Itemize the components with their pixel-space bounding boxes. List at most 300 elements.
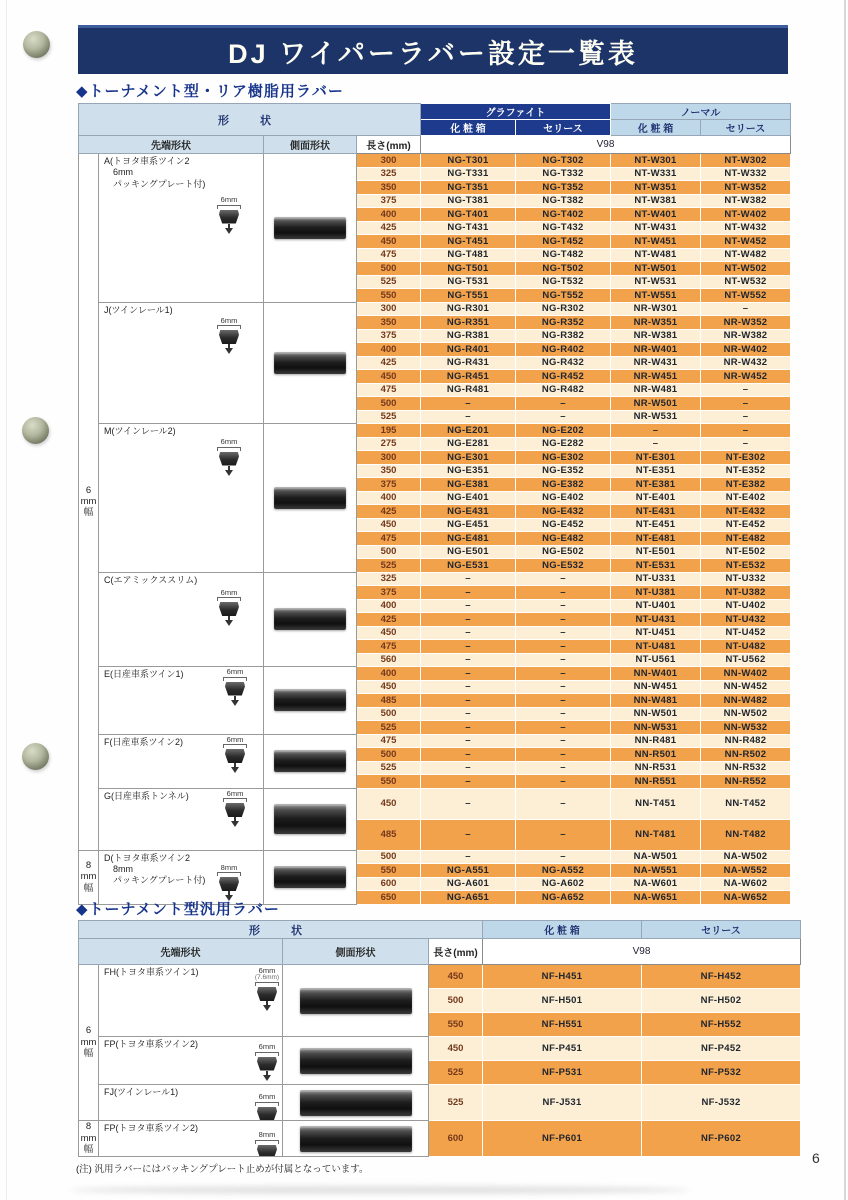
rubber-width-label: 8 mm 幅	[80, 859, 97, 894]
part-number-cell: NR-W501	[611, 397, 701, 411]
rubber-side-profile-photo	[274, 217, 346, 239]
section-title-general-rubber: ◆トーナメント型汎用ラバー	[76, 901, 280, 918]
part-number-cell: NT-E381	[611, 478, 701, 492]
part-number-cell: –	[701, 397, 791, 411]
header-normal-sleeve: セリース	[701, 120, 791, 136]
length-cell: 450	[357, 626, 421, 640]
length-cell: 485	[357, 819, 421, 850]
part-number-cell: –	[421, 761, 516, 775]
part-number-cell: NT-U332	[701, 572, 791, 586]
part-number-cell: NG-T531	[421, 275, 516, 289]
measure-bracket	[223, 798, 247, 802]
part-number-cell: NR-W401	[611, 343, 701, 357]
rubber-tip-profile	[257, 1145, 277, 1157]
length-cell: 500	[357, 262, 421, 276]
part-number-cell: NG-T502	[516, 262, 611, 276]
part-number-cell: NT-E432	[701, 505, 791, 519]
length-cell: 525	[429, 1061, 483, 1085]
part-number-cell: NG-E202	[516, 424, 611, 438]
part-number-cell: –	[701, 410, 791, 424]
group-side-shape-cell	[283, 965, 429, 1037]
length-cell: 550	[357, 289, 421, 303]
rubber-tip-profile	[225, 682, 245, 696]
part-number-cell: NT-W301	[611, 154, 701, 168]
part-number-cell: –	[611, 424, 701, 438]
part-number-cell: NA-W502	[701, 850, 791, 864]
down-arrow-icon	[231, 700, 239, 710]
part-number-cell: NT-U452	[701, 626, 791, 640]
part-number-cell: NN-T452	[701, 788, 791, 819]
length-cell: 400	[357, 599, 421, 613]
part-number-cell: NT-W551	[611, 289, 701, 303]
part-number-cell: NF-H552	[642, 1013, 801, 1037]
tip-shape-icon	[249, 967, 283, 1015]
group-tip-shape-cell	[99, 302, 264, 424]
length-cell: 400	[357, 667, 421, 681]
part-number-cell: NG-E482	[516, 532, 611, 546]
measure-bracket	[223, 744, 247, 748]
part-number-cell: NR-W351	[611, 316, 701, 330]
part-number-cell: NT-U381	[611, 586, 701, 600]
part-number-cell: –	[516, 640, 611, 654]
group-tip-shape-cell	[99, 788, 264, 850]
length-cell: 450	[429, 965, 483, 989]
rubber-tip-profile	[257, 987, 277, 1001]
part-number-cell: NR-W451	[611, 370, 701, 384]
part-number-cell: NG-R351	[421, 316, 516, 330]
header-graphite: グラファイト	[421, 104, 611, 120]
part-number-cell: NT-W502	[701, 262, 791, 276]
part-number-cell: NG-E351	[421, 464, 516, 478]
part-number-cell: NG-R402	[516, 343, 611, 357]
part-number-cell: NG-R401	[421, 343, 516, 357]
part-number-cell: NT-W351	[611, 181, 701, 195]
header-normal: ノーマル	[611, 104, 791, 120]
part-number-cell: NT-U331	[611, 572, 701, 586]
part-number-cell: NG-E502	[516, 545, 611, 559]
part-number-cell: NN-W482	[701, 694, 791, 708]
part-number-cell: NT-U401	[611, 599, 701, 613]
part-number-cell: NG-R352	[516, 316, 611, 330]
part-number-cell: NG-E532	[516, 559, 611, 573]
spec-row	[79, 965, 801, 989]
table-shape-header-row	[79, 136, 791, 154]
part-number-cell: NG-T352	[516, 181, 611, 195]
part-number-cell: –	[421, 586, 516, 600]
part-number-cell: NT-E452	[701, 518, 791, 532]
group-tip-shape-cell	[99, 424, 264, 573]
part-number-cell: NT-W402	[701, 208, 791, 222]
group-tip-shape-cell	[99, 1037, 283, 1085]
group-side-shape-cell	[283, 1121, 429, 1157]
binder-hole	[22, 417, 49, 444]
part-number-cell: NR-W382	[701, 329, 791, 343]
part-number-cell: NN-R531	[611, 761, 701, 775]
rubber-tip-profile	[225, 749, 245, 763]
part-number-cell: NN-T482	[701, 819, 791, 850]
tip-width-label: 6mm	[258, 966, 276, 975]
part-number-cell: –	[421, 748, 516, 762]
part-number-cell: –	[516, 819, 611, 850]
part-number-cell: NG-E432	[516, 505, 611, 519]
part-number-cell: NT-E481	[611, 532, 701, 546]
part-number-cell: NT-W331	[611, 167, 701, 181]
part-number-cell: –	[421, 572, 516, 586]
part-number-cell: NT-U481	[611, 640, 701, 654]
binder-hole	[22, 743, 49, 770]
length-cell: 425	[357, 221, 421, 235]
rubber-width-band-cell	[79, 850, 99, 904]
part-number-cell: NG-E201	[421, 424, 516, 438]
group-side-shape-cell	[264, 572, 357, 667]
part-number-cell: NT-W382	[701, 194, 791, 208]
tip-width-label: 6mm	[220, 587, 238, 597]
table-header-row	[79, 104, 791, 120]
part-number-cell: NF-P451	[483, 1037, 642, 1061]
part-number-cell: NF-H551	[483, 1013, 642, 1037]
group-label: FP(トヨタ車系ツイン2)	[104, 1039, 199, 1049]
part-number-cell: –	[421, 640, 516, 654]
part-number-cell: NG-E452	[516, 518, 611, 532]
part-number-cell: NA-W601	[611, 877, 701, 891]
length-cell: 325	[357, 572, 421, 586]
length-cell: 375	[357, 329, 421, 343]
header-model-v98: V98	[421, 136, 791, 154]
part-number-cell: NT-U562	[701, 653, 791, 667]
part-number-cell: –	[516, 680, 611, 694]
section-title-rear-resin-rubber: ◆トーナメント型・リア樹脂用ラバー	[76, 83, 344, 100]
part-number-cell: NR-W402	[701, 343, 791, 357]
group-side-shape-cell	[264, 154, 357, 303]
length-cell: 450	[357, 788, 421, 819]
part-number-cell: NG-E481	[421, 532, 516, 546]
part-number-cell: NG-R482	[516, 383, 611, 397]
page-title-banner	[78, 25, 788, 74]
length-cell: 275	[357, 437, 421, 451]
rubber-width-label: 8 mm 幅	[80, 1121, 97, 1156]
part-number-cell: –	[421, 850, 516, 864]
length-cell: 525	[357, 559, 421, 573]
measure-bracket	[217, 597, 241, 601]
length-cell: 475	[357, 640, 421, 654]
length-cell: 600	[357, 877, 421, 891]
part-number-cell: NG-T332	[516, 167, 611, 181]
part-number-cell: –	[421, 819, 516, 850]
group-tip-shape-cell	[99, 1085, 283, 1121]
length-cell: 450	[357, 518, 421, 532]
part-number-cell: NG-E381	[421, 478, 516, 492]
rubber-side-profile-photo	[300, 1126, 412, 1152]
part-number-cell: –	[421, 707, 516, 721]
length-cell: 550	[357, 775, 421, 789]
length-cell: 450	[357, 235, 421, 249]
part-number-cell: NG-T331	[421, 167, 516, 181]
part-number-cell: –	[516, 761, 611, 775]
tip-width-label: 6mm	[220, 437, 238, 446]
part-number-cell: NT-U382	[701, 586, 791, 600]
part-number-cell: –	[516, 410, 611, 424]
part-number-cell: NF-P531	[483, 1061, 642, 1085]
part-number-cell: NA-W501	[611, 850, 701, 864]
part-number-cell: NG-R481	[421, 383, 516, 397]
part-number-cell: –	[421, 626, 516, 640]
part-number-cell: NG-R381	[421, 329, 516, 343]
length-cell: 400	[357, 208, 421, 222]
group-tip-shape-cell	[99, 850, 264, 904]
part-number-cell: NT-W482	[701, 248, 791, 262]
part-number-cell: NG-E281	[421, 437, 516, 451]
group-side-shape-cell	[264, 734, 357, 788]
length-cell: 650	[357, 891, 421, 905]
part-number-cell: NF-H502	[642, 989, 801, 1013]
spec-row	[79, 154, 791, 168]
part-number-cell: NN-R502	[701, 748, 791, 762]
part-number-cell: NT-W302	[701, 154, 791, 168]
rubber-side-profile-photo	[274, 689, 346, 711]
rubber-side-profile-photo	[274, 608, 346, 630]
length-cell: 195	[357, 424, 421, 438]
part-number-cell: NT-W531	[611, 275, 701, 289]
part-number-cell: NF-P601	[483, 1121, 642, 1157]
down-arrow-icon	[225, 228, 233, 238]
part-number-cell: –	[421, 653, 516, 667]
part-number-cell: –	[611, 437, 701, 451]
part-number-cell: NG-T532	[516, 275, 611, 289]
part-number-cell: NG-E431	[421, 505, 516, 519]
spec-row	[79, 424, 791, 438]
part-number-cell: NG-R302	[516, 302, 611, 316]
length-cell: 375	[357, 194, 421, 208]
header-length: 長さ(mm)	[429, 939, 483, 965]
part-number-cell: NT-E531	[611, 559, 701, 573]
part-number-cell: NF-P532	[642, 1061, 801, 1085]
rubber-tip-profile	[219, 877, 239, 891]
down-arrow-icon	[225, 620, 233, 630]
length-cell: 475	[357, 532, 421, 546]
tip-width-label: 8mm	[258, 1130, 276, 1139]
header-length: 長さ(mm)	[357, 136, 421, 154]
length-cell: 375	[357, 478, 421, 492]
part-number-cell: NG-T552	[516, 289, 611, 303]
length-cell: 525	[429, 1085, 483, 1121]
page-edge-line	[844, 0, 846, 1200]
down-arrow-icon	[225, 348, 233, 358]
part-number-cell: –	[516, 626, 611, 640]
part-number-cell: NG-R301	[421, 302, 516, 316]
part-number-cell: –	[516, 721, 611, 735]
group-tip-shape-cell	[99, 965, 283, 1037]
part-number-cell: NR-W431	[611, 356, 701, 370]
part-number-cell: NG-A551	[421, 864, 516, 878]
part-number-cell: –	[516, 397, 611, 411]
binder-hole	[23, 31, 50, 58]
part-number-cell: NT-U402	[701, 599, 791, 613]
length-cell: 300	[357, 451, 421, 465]
part-number-cell: NG-A652	[516, 891, 611, 905]
part-number-cell: NT-E302	[701, 451, 791, 465]
measure-bracket	[217, 205, 241, 209]
tip-width-label: 6mm	[258, 1042, 276, 1051]
part-number-cell: NN-W452	[701, 680, 791, 694]
part-number-cell: NN-T481	[611, 819, 701, 850]
down-arrow-icon	[225, 470, 233, 480]
length-cell: 400	[357, 343, 421, 357]
page-edge-line	[6, 0, 7, 1200]
part-number-cell: –	[421, 694, 516, 708]
part-number-cell: NF-P452	[642, 1037, 801, 1061]
part-number-cell: –	[421, 410, 516, 424]
part-number-cell: NN-R482	[701, 734, 791, 748]
part-number-cell: NG-A651	[421, 891, 516, 905]
part-number-cell: NN-W502	[701, 707, 791, 721]
group-label: M(ツインレール2)	[104, 426, 176, 436]
part-number-cell: NA-W651	[611, 891, 701, 905]
length-cell: 550	[429, 1013, 483, 1037]
group-side-shape-cell	[264, 850, 357, 904]
header-tip-shape: 先端形状	[79, 136, 264, 154]
part-number-cell: –	[516, 599, 611, 613]
tip-shape-icon	[211, 317, 247, 359]
spec-row	[79, 1085, 801, 1121]
part-number-cell: NF-H501	[483, 989, 642, 1013]
part-number-cell: NG-E451	[421, 518, 516, 532]
part-number-cell: NT-E351	[611, 464, 701, 478]
header-model-v98: V98	[483, 939, 801, 965]
part-number-cell: NA-W551	[611, 864, 701, 878]
measure-bracket	[255, 1102, 279, 1106]
tip-shape-icon	[217, 790, 253, 832]
part-number-cell: –	[516, 586, 611, 600]
header-side-shape: 側面形状	[264, 136, 357, 154]
group-label: G(日産車系トンネル)	[104, 790, 189, 801]
group-tip-shape-cell	[99, 572, 264, 667]
part-number-cell: NT-U432	[701, 613, 791, 627]
part-number-cell: –	[516, 850, 611, 864]
spec-row	[79, 1037, 801, 1061]
length-cell: 525	[357, 275, 421, 289]
part-number-cell: NR-W452	[701, 370, 791, 384]
group-side-shape-cell	[283, 1037, 429, 1085]
length-cell: 375	[357, 586, 421, 600]
measure-bracket	[217, 325, 241, 329]
part-number-cell: NT-W452	[701, 235, 791, 249]
rear-resin-rubber-table	[78, 103, 791, 905]
part-number-cell: –	[516, 748, 611, 762]
table-header-row	[79, 921, 801, 939]
part-number-cell: NG-A602	[516, 877, 611, 891]
tip-shape-icon	[249, 1131, 283, 1157]
rubber-tip-profile	[257, 1057, 277, 1071]
down-arrow-icon	[263, 1005, 271, 1015]
group-tip-shape-cell	[99, 154, 264, 303]
part-number-cell: NG-R432	[516, 356, 611, 370]
length-cell: 500	[357, 748, 421, 762]
header-sleeve: セリース	[642, 921, 801, 939]
length-cell: 325	[357, 167, 421, 181]
header-graphite-sleeve: セリース	[516, 120, 611, 136]
group-tip-shape-cell	[99, 734, 264, 788]
part-number-cell: –	[421, 613, 516, 627]
general-rubber-table	[78, 920, 801, 1157]
down-arrow-icon	[263, 1075, 271, 1085]
group-side-shape-cell	[264, 667, 357, 735]
length-cell: 350	[357, 464, 421, 478]
part-number-cell: NT-E301	[611, 451, 701, 465]
part-number-cell: NT-U561	[611, 653, 701, 667]
length-cell: 500	[357, 545, 421, 559]
spec-row	[79, 734, 791, 748]
part-number-cell: NT-W352	[701, 181, 791, 195]
rubber-width-band-cell	[79, 965, 99, 1121]
spec-row	[79, 667, 791, 681]
length-cell: 425	[357, 505, 421, 519]
rubber-width-band-cell	[79, 1121, 99, 1157]
part-number-cell: NR-W301	[611, 302, 701, 316]
part-number-cell: NG-E282	[516, 437, 611, 451]
part-number-cell: NN-W481	[611, 694, 701, 708]
part-number-cell: NT-U431	[611, 613, 701, 627]
part-number-cell: NN-T451	[611, 788, 701, 819]
group-label: A(トヨタ車系ツイン2 6mm パッキングプレート付)	[104, 156, 206, 189]
part-number-cell: NG-T302	[516, 154, 611, 168]
part-number-cell: NT-W451	[611, 235, 701, 249]
part-number-cell: NT-E352	[701, 464, 791, 478]
part-number-cell: –	[701, 383, 791, 397]
tip-width-label: 8mm	[220, 862, 238, 872]
group-label: D(トヨタ車系ツイン2 8mm パッキングプレート付)	[104, 852, 206, 885]
length-cell: 500	[357, 707, 421, 721]
length-cell: 450	[357, 370, 421, 384]
part-number-cell: NT-W552	[701, 289, 791, 303]
part-number-cell: –	[701, 437, 791, 451]
part-number-cell: –	[516, 788, 611, 819]
group-label: FJ(ツインレール1)	[104, 1087, 179, 1097]
part-number-cell: NT-E532	[701, 559, 791, 573]
measure-bracket	[255, 982, 279, 986]
tip-shape-icon	[211, 589, 247, 631]
part-number-cell: –	[516, 734, 611, 748]
part-number-cell: –	[421, 599, 516, 613]
part-number-cell: NG-E501	[421, 545, 516, 559]
part-number-cell: NA-W552	[701, 864, 791, 878]
part-number-cell: NG-T482	[516, 248, 611, 262]
rubber-width-label: 6 mm 幅	[80, 484, 97, 519]
part-number-cell: NT-E501	[611, 545, 701, 559]
part-number-cell: NG-T382	[516, 194, 611, 208]
part-number-cell: NG-T481	[421, 248, 516, 262]
rubber-side-profile-photo	[274, 750, 346, 772]
header-graphite-box: 化 粧 箱	[421, 120, 516, 136]
part-number-cell: NT-E401	[611, 491, 701, 505]
header-tip-shape: 先端形状	[79, 939, 283, 965]
part-number-cell: NT-W532	[701, 275, 791, 289]
part-number-cell: NG-T431	[421, 221, 516, 235]
tip-shape-icon	[217, 668, 253, 710]
part-number-cell: –	[701, 302, 791, 316]
part-number-cell: NG-T451	[421, 235, 516, 249]
rubber-tip-profile	[219, 210, 239, 224]
part-number-cell: NN-R501	[611, 748, 701, 762]
length-cell: 475	[357, 383, 421, 397]
length-cell: 600	[429, 1121, 483, 1157]
part-number-cell: NT-W432	[701, 221, 791, 235]
part-number-cell: NF-H452	[642, 965, 801, 989]
table-shape-header-row	[79, 939, 801, 965]
part-number-cell: NT-E482	[701, 532, 791, 546]
part-number-cell: NG-E352	[516, 464, 611, 478]
group-side-shape-cell	[283, 1085, 429, 1121]
part-number-cell: NG-T301	[421, 154, 516, 168]
